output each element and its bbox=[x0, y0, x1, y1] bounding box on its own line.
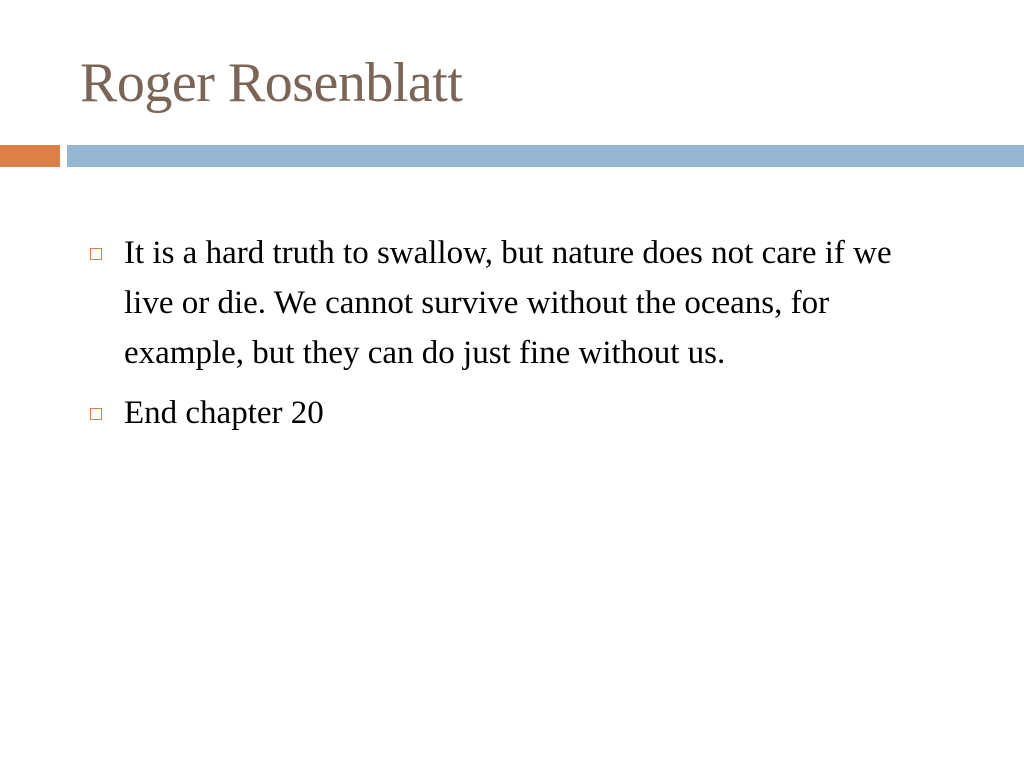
hollow-square-bullet-icon bbox=[90, 408, 102, 420]
bullet-item bbox=[88, 388, 948, 438]
accent-bar-orange bbox=[0, 145, 60, 167]
slide-title: Roger Rosenblatt bbox=[80, 52, 463, 114]
bullet-text: It is a hard truth to swallow, but nature does not care if we live or die. We cannot survive without the oceans, for example, but they can do just fine without us. bbox=[124, 235, 892, 371]
bullet-item bbox=[88, 228, 948, 378]
accent-bar-blue bbox=[67, 145, 1024, 167]
bullet-text: End chapter 20 bbox=[124, 395, 324, 431]
bullet-list bbox=[88, 228, 948, 448]
hollow-square-bullet-icon bbox=[90, 248, 102, 260]
